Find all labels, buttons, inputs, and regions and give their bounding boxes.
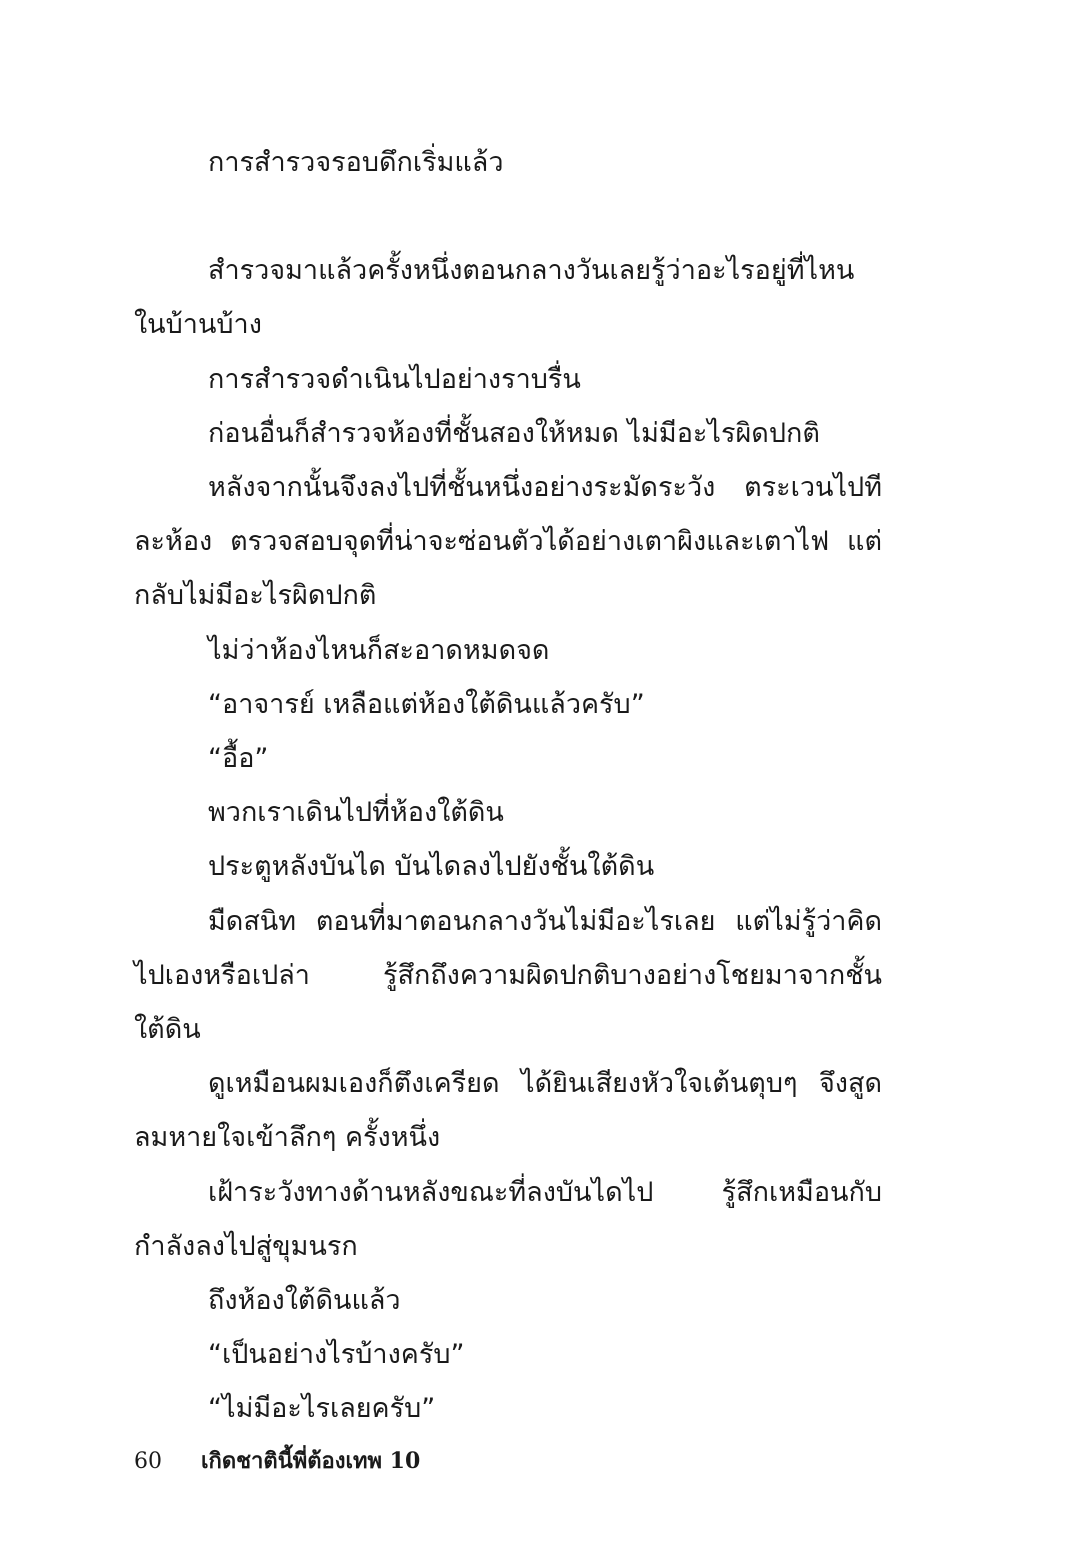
paragraph-14: ถึงห้องใต้ดินแล้ว (208, 1285, 401, 1317)
paragraph-2: สำรวจมาแล้วครั้งหนึ่งตอนกลางวันเลยรู้ว่าอะไรอยู่ที่ไหนในบ้านบ้าง (134, 255, 855, 341)
paragraph-13: เฝ้าระวังทางด้านหลังขณะที่ลงบันไดไป รู้สึกเหมือนกับกำลังลงไปสู่ขุมนรก (134, 1176, 882, 1262)
page-footer (134, 1446, 420, 1477)
book-title: เกิดชาตินี้พี่ต้องเทพ 10 (201, 1448, 421, 1474)
paragraph-9: พวกเราเดินไปที่ห้องใต้ดิน (208, 797, 504, 829)
paragraph-5: หลังจากนั้นจึงลงไปที่ชั้นหนึ่งอย่างระมัดระวัง ตระเวนไปทีละห้อง ตรวจสอบจุดที่น่าจะซ่อนตัวได้อย่างเตาผิงและเตาไฟ แต่กลับไม่มีอะไรผิดปกติ (134, 472, 882, 612)
paragraph-7: “อาจารย์ เหลือแต่ห้องใต้ดินแล้วครับ” (208, 688, 645, 720)
paragraph-gap (134, 190, 882, 244)
paragraph-11: มืดสนิท ตอนที่มาตอนกลางวันไม่มีอะไรเลย แต่ไม่รู้ว่าคิดไปเองหรือเปล่า รู้สึกถึงความผิดปกติบางอย่างโชยมาจากชั้นใต้ดิน (134, 905, 882, 1046)
paragraph-16: “ไม่มีอะไรเลยครับ” (208, 1393, 436, 1425)
page-number: 60 (134, 1449, 162, 1474)
paragraph-6: ไม่ว่าห้องไหนก็สะอาดหมดจด (208, 634, 550, 666)
paragraph-3: การสำรวจดำเนินไปอย่างราบรื่น (208, 363, 581, 395)
body-text (134, 136, 882, 1437)
paragraph-4: ก่อนอื่นก็สำรวจห้องที่ชั้นสองให้หมด ไม่มีอะไรผิดปกติ (208, 417, 820, 449)
paragraph-8: “อื้อ” (208, 743, 269, 775)
paragraph-1: การสำรวจรอบดึกเริ่มแล้ว (208, 147, 504, 178)
paragraph-10: ประตูหลังบันได บันไดลงไปยังชั้นใต้ดิน (208, 851, 655, 883)
paragraph-15: “เป็นอย่างไรบ้างครับ” (208, 1339, 465, 1371)
paragraph-12: ดูเหมือนผมเองก็ตึงเครียด ได้ยินเสียงหัวใจเต้นตุบๆ จึงสูดลมหายใจเข้าลึกๆ ครั้งหนึ่ง (134, 1068, 882, 1154)
